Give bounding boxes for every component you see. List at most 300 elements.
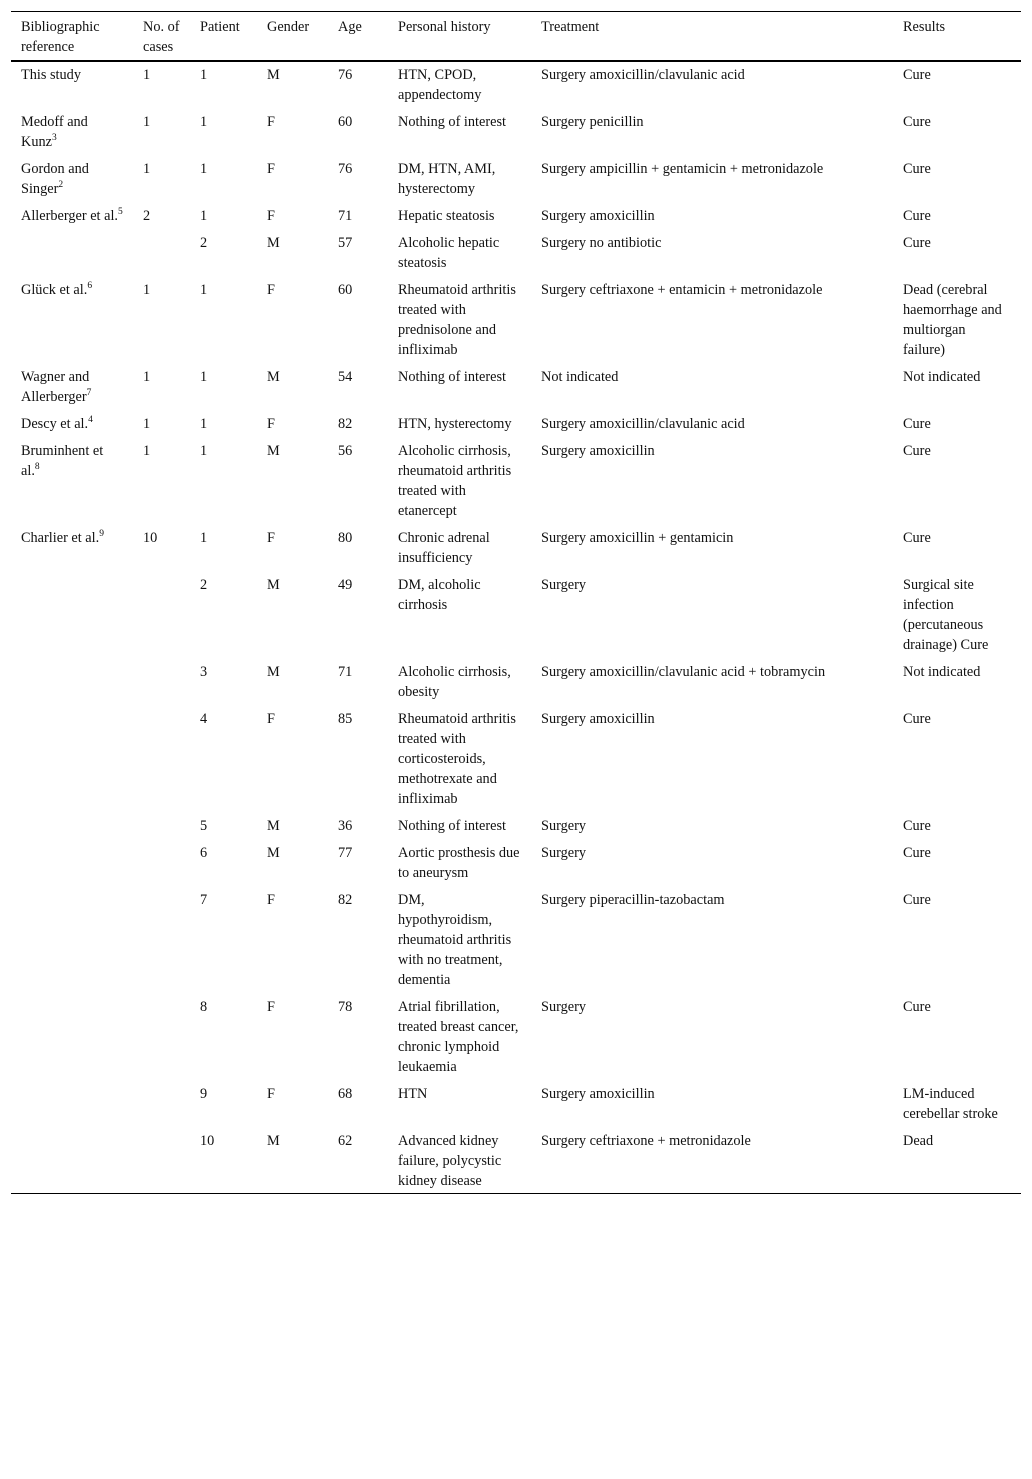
treatment-cell-text: Surgery amoxicillin: [541, 443, 655, 459]
reference-cell: [11, 838, 133, 885]
treatment-cell: [531, 523, 893, 570]
age-cell-text: 76: [338, 161, 353, 177]
history-cell-text: DM, HTN, AMI, hysterectomy: [398, 161, 496, 197]
result-cell: [893, 409, 1021, 436]
age-cell: [328, 811, 388, 838]
age-cell-text: 49: [338, 577, 353, 593]
patient-cell: [190, 885, 257, 992]
patient-cell-text: 3: [200, 664, 208, 680]
gender-cell: [257, 885, 328, 992]
table-row: [11, 107, 1021, 154]
patient-cell: [190, 838, 257, 885]
treatment-cell: [531, 1126, 893, 1194]
reference-cell: [11, 811, 133, 838]
gender-cell-text: M: [267, 1133, 280, 1149]
history-cell: [388, 1126, 531, 1194]
patient-cell-text: 1: [200, 114, 208, 130]
age-cell: [328, 362, 388, 409]
cases-cell: [133, 570, 190, 657]
patient-cell-text: 1: [200, 369, 208, 385]
result-cell: [893, 275, 1021, 362]
treatment-cell-text: Surgery ceftriaxone + entamicin + metronidazole: [541, 282, 823, 298]
result-cell: [893, 811, 1021, 838]
header-cases: No. of cases: [143, 19, 180, 55]
treatment-cell-text: Surgery amoxicillin/clavulanic acid: [541, 67, 745, 83]
cases-cell-text: 1: [143, 67, 151, 83]
result-cell: [893, 154, 1021, 201]
age-cell-text: 85: [338, 711, 353, 727]
treatment-cell-text: Surgery amoxicillin + gentamicin: [541, 530, 734, 546]
treatment-cell-text: Surgery ceftriaxone + metronidazole: [541, 1133, 751, 1149]
reference-cell: [11, 409, 133, 436]
history-cell: [388, 409, 531, 436]
reference-number: 3: [51, 133, 57, 144]
reference-cell: [11, 228, 133, 275]
patient-cell-text: 2: [200, 235, 208, 251]
reference-cell-text: Glück et al.: [21, 282, 88, 298]
cases-cell: [133, 704, 190, 811]
header-gender: Gender: [267, 19, 310, 35]
gender-cell-text: F: [267, 892, 275, 908]
history-cell-text: Chronic adrenal insufficiency: [398, 530, 490, 566]
gender-cell: [257, 1079, 328, 1126]
result-cell: [893, 201, 1021, 228]
table-row: [11, 992, 1021, 1079]
cases-cell-text: 10: [143, 530, 158, 546]
patient-cell-text: 1: [200, 67, 208, 83]
result-cell: [893, 1126, 1021, 1194]
table-row: [11, 811, 1021, 838]
treatment-cell: [531, 201, 893, 228]
table-header-row: [11, 12, 1021, 62]
cases-cell: [133, 61, 190, 107]
treatment-cell-text: Surgery amoxicillin/clavulanic acid + tobramycin: [541, 664, 826, 680]
history-cell: [388, 570, 531, 657]
patient-cell: [190, 201, 257, 228]
gender-cell: [257, 409, 328, 436]
age-cell: [328, 704, 388, 811]
history-cell: [388, 362, 531, 409]
result-cell: [893, 838, 1021, 885]
gender-cell: [257, 523, 328, 570]
age-cell-text: 71: [338, 664, 353, 680]
patient-cell-text: 1: [200, 282, 208, 298]
history-cell: [388, 107, 531, 154]
cases-cell: [133, 811, 190, 838]
cases-cell: [133, 885, 190, 992]
patient-cell-text: 2: [200, 577, 208, 593]
gender-cell: [257, 811, 328, 838]
table-row: [11, 409, 1021, 436]
gender-cell: [257, 570, 328, 657]
age-cell: [328, 885, 388, 992]
patient-cell: [190, 1126, 257, 1194]
cases-cell-text: 2: [143, 208, 151, 224]
patient-cell: [190, 107, 257, 154]
patient-cell: [190, 811, 257, 838]
patient-cell-text: 1: [200, 161, 208, 177]
history-cell: [388, 811, 531, 838]
patient-cell-text: 1: [200, 208, 208, 224]
age-cell-text: 80: [338, 530, 353, 546]
patient-cell-text: 1: [200, 530, 208, 546]
history-cell: [388, 61, 531, 107]
treatment-cell: [531, 1079, 893, 1126]
cases-cell: [133, 523, 190, 570]
gender-cell: [257, 275, 328, 362]
history-cell-text: Advanced kidney failure, polycystic kidney disease: [398, 1133, 502, 1189]
age-cell-text: 57: [338, 235, 353, 251]
history-cell-text: Hepatic steatosis: [398, 208, 495, 224]
age-cell-text: 82: [338, 416, 353, 432]
age-cell: [328, 523, 388, 570]
history-cell: [388, 1079, 531, 1126]
treatment-cell: [531, 228, 893, 275]
history-cell-text: Atrial fibrillation, treated breast cancer, chronic lymphoid leukaemia: [398, 999, 519, 1075]
result-cell-text: Cure: [903, 235, 931, 251]
treatment-cell-text: Surgery piperacillin-tazobactam: [541, 892, 725, 908]
patient-cell: [190, 61, 257, 107]
gender-cell: [257, 992, 328, 1079]
table-row: [11, 657, 1021, 704]
patient-cell-text: 7: [200, 892, 208, 908]
cases-cell: [133, 228, 190, 275]
gender-cell: [257, 228, 328, 275]
cases-cell-text: 1: [143, 443, 151, 459]
gender-cell: [257, 838, 328, 885]
treatment-cell: [531, 409, 893, 436]
reference-cell: [11, 436, 133, 523]
reference-cell: [11, 107, 133, 154]
history-cell: [388, 657, 531, 704]
treatment-cell-text: Surgery amoxicillin: [541, 208, 655, 224]
gender-cell-text: M: [267, 369, 280, 385]
result-cell-text: Cure: [903, 845, 931, 861]
table-row: [11, 436, 1021, 523]
reference-cell-text: Descy et al.: [21, 416, 89, 432]
cases-cell: [133, 1079, 190, 1126]
age-cell: [328, 1079, 388, 1126]
treatment-cell: [531, 811, 893, 838]
header-patient: Patient: [200, 19, 240, 35]
result-cell: [893, 992, 1021, 1079]
history-cell-text: Alcoholic cirrhosis, obesity: [398, 664, 511, 700]
reference-number: 5: [118, 207, 123, 218]
age-cell-text: 62: [338, 1133, 353, 1149]
patient-cell-text: 10: [200, 1133, 215, 1149]
treatment-cell-text: Surgery amoxicillin: [541, 1086, 655, 1102]
reference-cell: [11, 885, 133, 992]
age-cell-text: 36: [338, 818, 353, 834]
reference-cell-text: This study: [21, 67, 81, 83]
age-cell: [328, 107, 388, 154]
history-cell-text: Nothing of interest: [398, 114, 507, 130]
header-history: Personal history: [398, 19, 491, 35]
table-row: [11, 885, 1021, 992]
treatment-cell: [531, 704, 893, 811]
treatment-cell: [531, 570, 893, 657]
gender-cell: [257, 107, 328, 154]
history-cell: [388, 154, 531, 201]
result-cell-text: Cure: [903, 999, 931, 1015]
reference-cell: [11, 570, 133, 657]
treatment-cell-text: Surgery amoxicillin: [541, 711, 655, 727]
result-cell: [893, 362, 1021, 409]
gender-cell-text: F: [267, 114, 275, 130]
age-cell-text: 54: [338, 369, 353, 385]
table-row: [11, 275, 1021, 362]
patient-cell-text: 1: [200, 416, 208, 432]
gender-cell: [257, 362, 328, 409]
result-cell-text: Cure: [903, 711, 931, 727]
cases-cell: [133, 201, 190, 228]
reference-number: 8: [34, 462, 40, 473]
patient-cell: [190, 1079, 257, 1126]
reference-cell: [11, 657, 133, 704]
cases-cell: [133, 1126, 190, 1194]
gender-cell-text: F: [267, 416, 275, 432]
reference-cell: [11, 154, 133, 201]
gender-cell-text: F: [267, 530, 275, 546]
gender-cell-text: F: [267, 999, 275, 1015]
table-row: [11, 704, 1021, 811]
age-cell: [328, 992, 388, 1079]
history-cell: [388, 228, 531, 275]
treatment-cell: [531, 154, 893, 201]
gender-cell: [257, 436, 328, 523]
age-cell: [328, 228, 388, 275]
result-cell-text: Not indicated: [903, 664, 981, 680]
age-cell: [328, 154, 388, 201]
age-cell-text: 76: [338, 67, 353, 83]
treatment-cell-text: Not indicated: [541, 369, 619, 385]
treatment-cell: [531, 885, 893, 992]
result-cell-text: Cure: [903, 818, 931, 834]
history-cell: [388, 201, 531, 228]
reference-cell: [11, 1079, 133, 1126]
patient-cell-text: 9: [200, 1086, 208, 1102]
treatment-cell: [531, 838, 893, 885]
result-cell-text: Cure: [903, 161, 931, 177]
treatment-cell: [531, 107, 893, 154]
history-cell-text: Nothing of interest: [398, 369, 507, 385]
reference-number: 6: [87, 281, 93, 292]
result-cell-text: Cure: [903, 67, 931, 83]
reference-cell: [11, 704, 133, 811]
patient-cell: [190, 657, 257, 704]
result-cell: [893, 704, 1021, 811]
treatment-cell-text: Surgery: [541, 845, 587, 861]
patient-cell-text: 6: [200, 845, 208, 861]
treatment-cell-text: Surgery: [541, 577, 587, 593]
reference-cell: [11, 523, 133, 570]
treatment-cell: [531, 362, 893, 409]
result-cell: [893, 885, 1021, 992]
treatment-cell-text: Surgery: [541, 818, 587, 834]
reference-number: 7: [86, 388, 92, 399]
cases-cell: [133, 436, 190, 523]
cases-cell: [133, 107, 190, 154]
table-row: [11, 838, 1021, 885]
age-cell: [328, 1126, 388, 1194]
result-cell-text: Cure: [903, 443, 931, 459]
history-cell-text: HTN, hysterectomy: [398, 416, 512, 432]
cases-cell-text: 1: [143, 282, 151, 298]
reference-cell: [11, 1126, 133, 1194]
table-row: [11, 201, 1021, 228]
gender-cell: [257, 154, 328, 201]
history-cell-text: HTN, CPOD, appendectomy: [398, 67, 482, 103]
gender-cell-text: F: [267, 282, 275, 298]
cases-cell-text: 1: [143, 416, 151, 432]
age-cell-text: 77: [338, 845, 353, 861]
age-cell: [328, 436, 388, 523]
reference-cell: [11, 992, 133, 1079]
patient-cell: [190, 704, 257, 811]
gender-cell-text: F: [267, 1086, 275, 1102]
patient-cell-text: 5: [200, 818, 208, 834]
age-cell-text: 56: [338, 443, 353, 459]
patient-cell: [190, 436, 257, 523]
gender-cell: [257, 704, 328, 811]
cases-cell: [133, 657, 190, 704]
reference-cell-text: Bruminhent et al.: [21, 443, 104, 479]
history-cell-text: HTN: [398, 1086, 428, 1102]
history-cell-text: DM, alcoholic cirrhosis: [398, 577, 481, 613]
reference-cell: [11, 362, 133, 409]
gender-cell: [257, 61, 328, 107]
table-row: [11, 154, 1021, 201]
header-reference: Bibliographic reference: [21, 19, 100, 55]
cases-cell: [133, 154, 190, 201]
patient-cell: [190, 275, 257, 362]
patient-cell: [190, 570, 257, 657]
gender-cell-text: M: [267, 577, 280, 593]
reference-number: 4: [88, 415, 93, 426]
gender-cell: [257, 201, 328, 228]
age-cell-text: 60: [338, 114, 353, 130]
patient-cell: [190, 228, 257, 275]
treatment-cell: [531, 436, 893, 523]
patient-cell: [190, 154, 257, 201]
gender-cell-text: M: [267, 845, 280, 861]
age-cell: [328, 570, 388, 657]
reference-cell: [11, 275, 133, 362]
result-cell-text: Dead (cerebral haemorrhage and multiorgan failure): [903, 282, 1002, 358]
history-cell: [388, 704, 531, 811]
patient-cell-text: 1: [200, 443, 208, 459]
gender-cell-text: F: [267, 208, 275, 224]
reference-number: 2: [58, 180, 64, 191]
reference-cell-text: Medoff and Kunz: [21, 114, 88, 150]
patient-cell: [190, 992, 257, 1079]
reference-cell-text: Gordon and Singer: [21, 161, 89, 197]
patient-cell-text: 8: [200, 999, 208, 1015]
cases-cell: [133, 992, 190, 1079]
history-cell: [388, 992, 531, 1079]
history-cell-text: Rheumatoid arthritis treated with prednisolone and infliximab: [398, 282, 516, 358]
table-row: [11, 1079, 1021, 1126]
result-cell-text: Cure: [903, 892, 931, 908]
cases-cell-text: 1: [143, 369, 151, 385]
header-treatment: Treatment: [541, 19, 600, 35]
header-age: Age: [338, 19, 362, 35]
treatment-cell: [531, 275, 893, 362]
cases-cell: [133, 838, 190, 885]
age-cell-text: 71: [338, 208, 353, 224]
patient-cell: [190, 362, 257, 409]
gender-cell: [257, 657, 328, 704]
table-row: [11, 1126, 1021, 1194]
result-cell: [893, 570, 1021, 657]
cases-cell: [133, 409, 190, 436]
history-cell-text: Alcoholic cirrhosis, rheumatoid arthritis treated with etanercept: [398, 443, 512, 519]
treatment-cell-text: Surgery ampicillin + gentamicin + metronidazole: [541, 161, 824, 177]
table-row: [11, 362, 1021, 409]
age-cell: [328, 201, 388, 228]
result-cell: [893, 436, 1021, 523]
treatment-cell-text: Surgery: [541, 999, 587, 1015]
patient-cell: [190, 523, 257, 570]
reference-cell: [11, 201, 133, 228]
cases-cell: [133, 275, 190, 362]
age-cell: [328, 61, 388, 107]
history-cell-text: Aortic prosthesis due to aneurysm: [398, 845, 520, 881]
age-cell-text: 60: [338, 282, 353, 298]
history-cell: [388, 523, 531, 570]
gender-cell-text: F: [267, 161, 275, 177]
gender-cell: [257, 1126, 328, 1194]
gender-cell-text: M: [267, 235, 280, 251]
patient-cell: [190, 409, 257, 436]
result-cell: [893, 657, 1021, 704]
treatment-cell: [531, 992, 893, 1079]
age-cell: [328, 275, 388, 362]
treatment-cell-text: Surgery amoxicillin/clavulanic acid: [541, 416, 745, 432]
result-cell: [893, 523, 1021, 570]
result-cell-text: Cure: [903, 114, 931, 130]
age-cell: [328, 657, 388, 704]
gender-cell-text: M: [267, 67, 280, 83]
cases-cell-text: 1: [143, 114, 151, 130]
table-body: [11, 61, 1021, 1194]
gender-cell-text: M: [267, 818, 280, 834]
age-cell-text: 68: [338, 1086, 353, 1102]
gender-cell-text: M: [267, 664, 280, 680]
reference-number: 9: [99, 529, 104, 540]
result-cell-text: Cure: [903, 530, 931, 546]
table-row: [11, 570, 1021, 657]
age-cell-text: 78: [338, 999, 353, 1015]
table-row: [11, 61, 1021, 107]
result-cell-text: Surgical site infection (percutaneous drainage) Cure: [903, 577, 989, 653]
patient-cell-text: 4: [200, 711, 208, 727]
cases-cell: [133, 362, 190, 409]
result-cell: [893, 228, 1021, 275]
history-cell-text: Alcoholic hepatic steatosis: [398, 235, 500, 271]
age-cell: [328, 838, 388, 885]
treatment-cell-text: Surgery no antibiotic: [541, 235, 662, 251]
history-cell-text: DM, hypothyroidism, rheumatoid arthritis with no treatment, dementia: [398, 892, 512, 988]
result-cell-text: Dead: [903, 1133, 934, 1149]
header-results: Results: [903, 19, 946, 35]
history-cell: [388, 436, 531, 523]
result-cell: [893, 61, 1021, 107]
reference-cell: [11, 61, 133, 107]
reference-cell-text: Wagner and Allerberger: [21, 369, 90, 405]
age-cell: [328, 409, 388, 436]
result-cell-text: Cure: [903, 416, 931, 432]
